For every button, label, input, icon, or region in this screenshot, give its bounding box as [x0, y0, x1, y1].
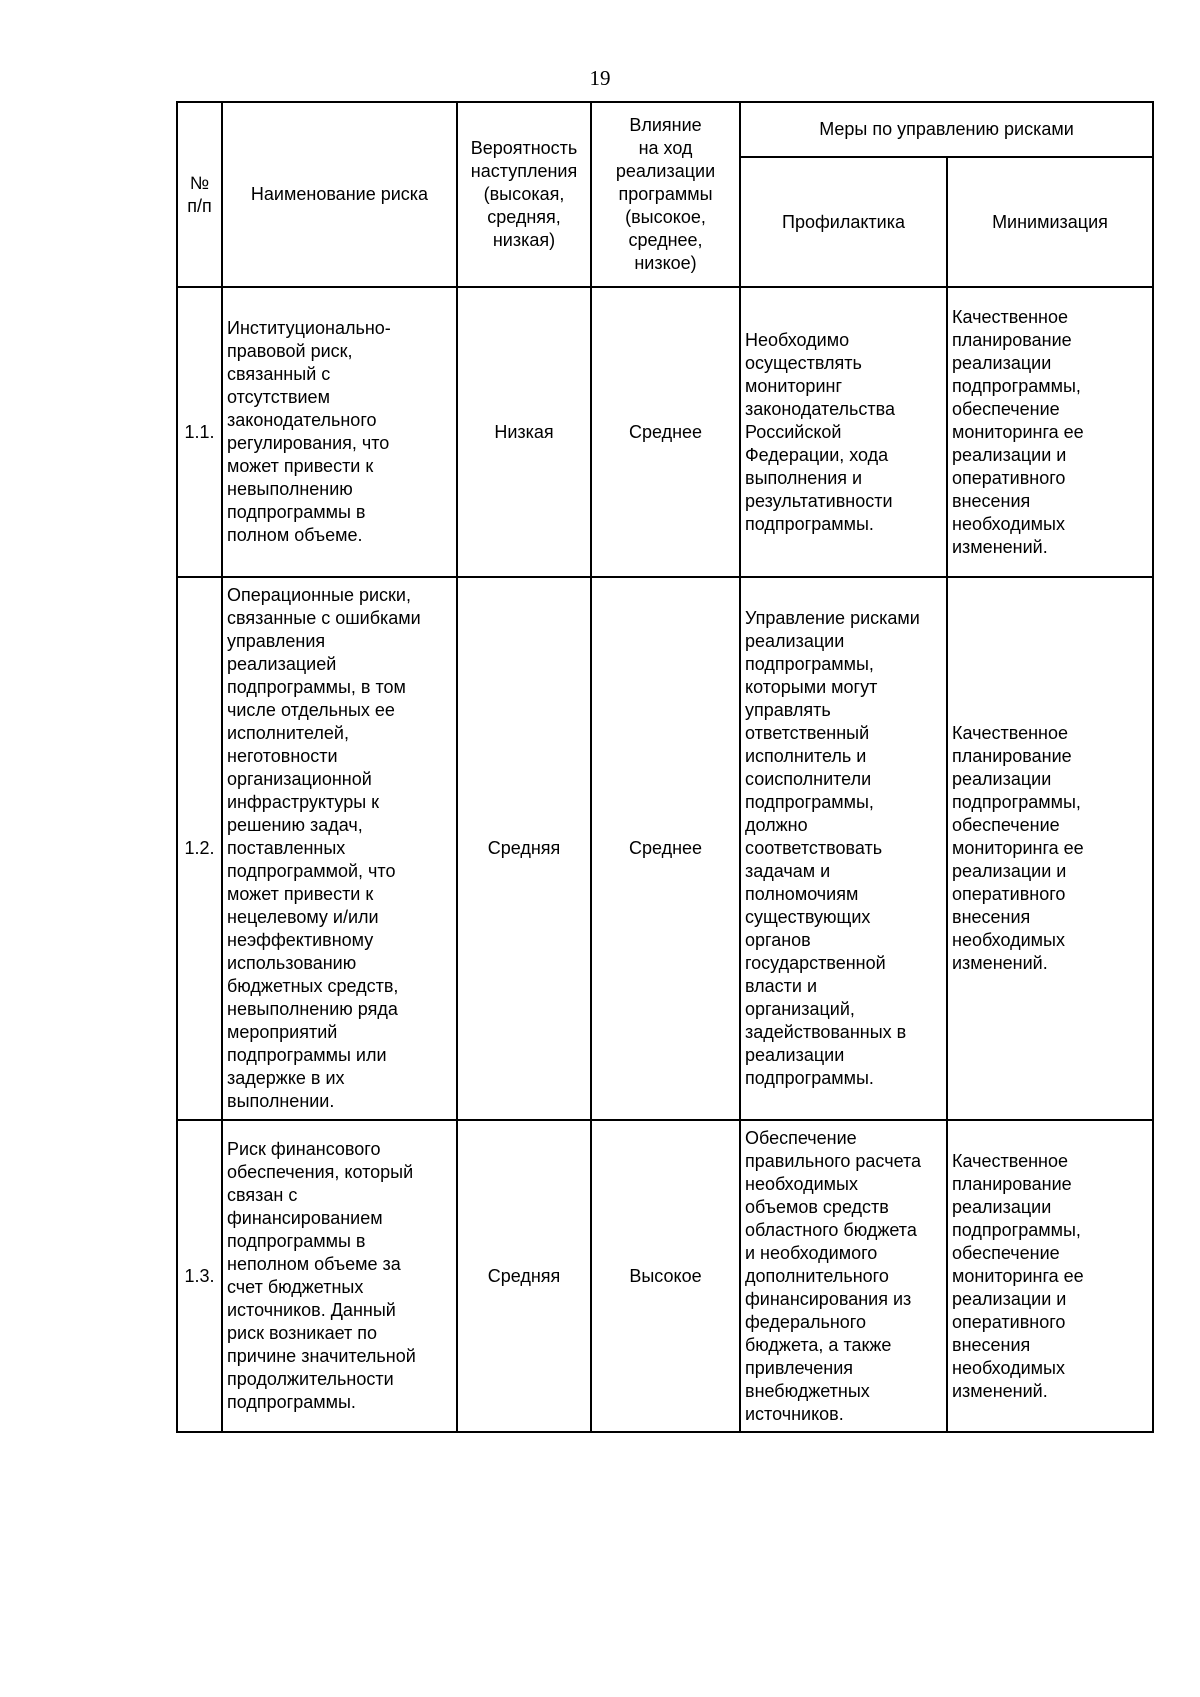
- risk-probability: Средняя: [457, 577, 591, 1120]
- page-number: 19: [589, 66, 611, 90]
- header-measures: Меры по управлению рисками: [740, 102, 1153, 157]
- risk-probability: Низкая: [457, 287, 591, 577]
- risk-minimization: Качественное планирование реализации подпрограммы, обеспечение мониторинга ее реализации и оперативного внесения необходимых изменений.: [947, 577, 1153, 1120]
- risk-name: Риск финансового обеспечения, который связан с финансированием подпрограммы в неполном объеме за счет бюджетных источников. Данный риск возникает по причине значительной продолжительности подпрограммы.: [222, 1120, 457, 1432]
- risk-probability: Средняя: [457, 1120, 591, 1432]
- table-row: [177, 577, 1153, 1120]
- risk-management-table: [176, 101, 1154, 1433]
- table-row: [177, 1120, 1153, 1432]
- header-row-top: [177, 102, 1153, 157]
- risk-name: Институционально- правовой риск, связанный с отсутствием законодательного регулирования, что может привести к невыполнению подпрограммы в полном объеме.: [222, 287, 457, 577]
- row-num: 1.2.: [177, 577, 222, 1120]
- risk-impact: Высокое: [591, 1120, 740, 1432]
- header-name: Наименование риска: [222, 102, 457, 287]
- row-num: 1.3.: [177, 1120, 222, 1432]
- risk-name: Операционные риски, связанные с ошибками управления реализацией подпрограммы, в том числе отдельных ее исполнителей, неготовности организационной инфраструктуры к решению задач, поставленных подпрограммой, что может привести к нецелевому и/или неэффективному использованию бюджетных средств, невыполнению ряда мероприятий подпрограммы или задержке в их выполнении.: [222, 577, 457, 1120]
- risk-impact: Среднее: [591, 577, 740, 1120]
- risk-prevention: Необходимо осуществлять мониторинг законодательства Российской Федерации, хода выполнения и результативности подпрограммы.: [740, 287, 947, 577]
- risk-minimization: Качественное планирование реализации подпрограммы, обеспечение мониторинга ее реализации и оперативного внесения необходимых изменений.: [947, 287, 1153, 577]
- header-impact: Влияние на ход реализации программы (высокое, среднее, низкое): [591, 102, 740, 287]
- risk-minimization: Качественное планирование реализации подпрограммы, обеспечение мониторинга ее реализации и оперативного внесения необходимых изменений.: [947, 1120, 1153, 1432]
- risk-prevention: Управление рисками реализации подпрограммы, которыми могут управлять ответственный исполнитель и соисполнители подпрограммы, должно соответствовать задачам и полномочиям существующих органов государственной власти и организаций, задействованных в реализации подпрограммы.: [740, 577, 947, 1120]
- risk-prevention: Обеспечение правильного расчета необходимых объемов средств областного бюджета и необходимого дополнительного финансирования из федерального бюджета, а также привлечения внебюджетных источников.: [740, 1120, 947, 1432]
- header-num: № п/п: [177, 102, 222, 287]
- header-probability: Вероятность наступления (высокая, средняя, низкая): [457, 102, 591, 287]
- header-minimization: Минимизация: [947, 157, 1153, 287]
- header-prevention: Профилактика: [740, 157, 947, 287]
- row-num: 1.1.: [177, 287, 222, 577]
- table-row: [177, 287, 1153, 577]
- risk-impact: Среднее: [591, 287, 740, 577]
